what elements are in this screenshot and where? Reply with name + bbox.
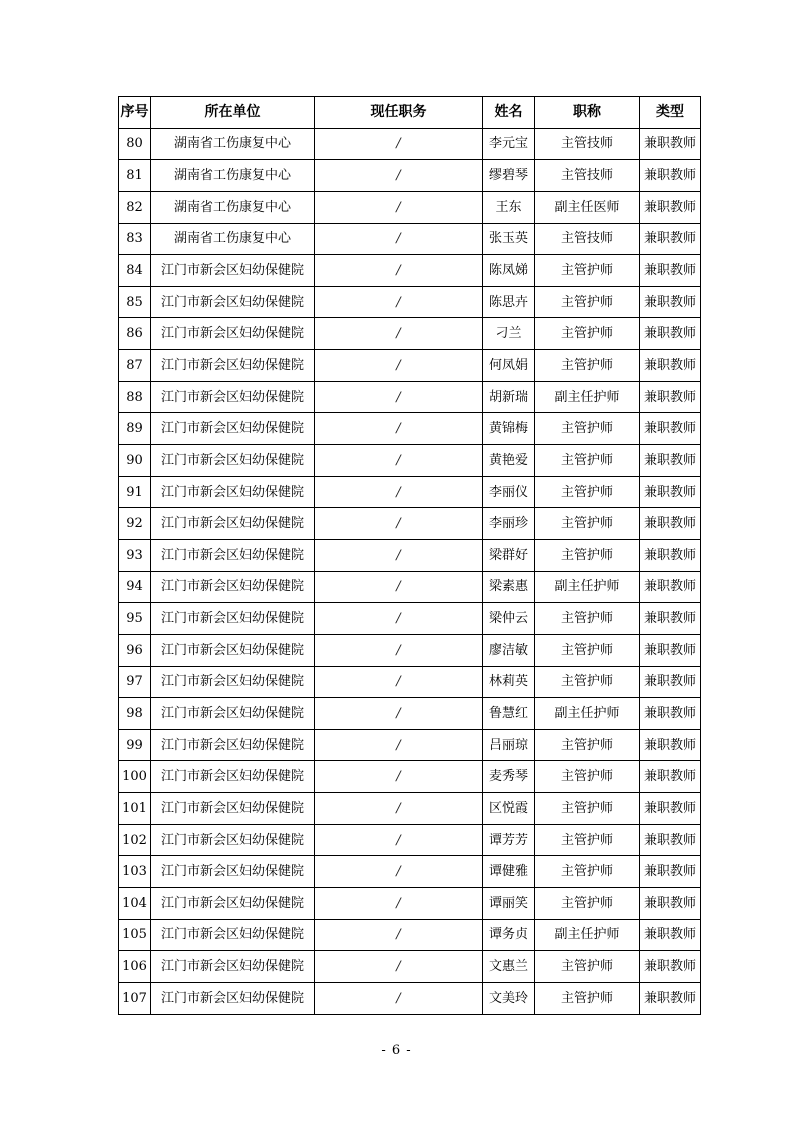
table-row [119,508,701,540]
table-row [119,951,701,983]
cell-name: 黄锦梅 [483,413,535,445]
cell-unit: 江门市新会区妇幼保健院 [151,539,315,571]
cell-type: 兼职教师 [640,413,701,445]
cell-post: / [315,191,483,223]
cell-post: / [315,856,483,888]
header-type: 类型 [640,97,701,129]
cell-title: 主管护师 [535,729,640,761]
cell-post: / [315,824,483,856]
cell-name: 廖洁敏 [483,634,535,666]
cell-title: 主管护师 [535,951,640,983]
cell-title: 主管护师 [535,761,640,793]
cell-type: 兼职教师 [640,666,701,698]
cell-unit: 江门市新会区妇幼保健院 [151,255,315,287]
cell-no: 91 [119,476,151,508]
table-row [119,919,701,951]
cell-post: / [315,350,483,382]
cell-type: 兼职教师 [640,856,701,888]
cell-name: 文美玲 [483,982,535,1014]
cell-unit: 江门市新会区妇幼保健院 [151,729,315,761]
cell-name: 缪碧琴 [483,160,535,192]
cell-name: 李丽珍 [483,508,535,540]
cell-type: 兼职教师 [640,318,701,350]
table-row [119,191,701,223]
cell-name: 梁仲云 [483,603,535,635]
cell-unit: 湖南省工伤康复中心 [151,160,315,192]
table-row [119,476,701,508]
cell-name: 区悦霞 [483,793,535,825]
cell-name: 谭丽笑 [483,888,535,920]
cell-title: 主管护师 [535,318,640,350]
cell-title: 主管护师 [535,539,640,571]
cell-unit: 江门市新会区妇幼保健院 [151,603,315,635]
table-row [119,761,701,793]
cell-title: 主管技师 [535,160,640,192]
table-row [119,318,701,350]
cell-type: 兼职教师 [640,381,701,413]
cell-title: 主管护师 [535,413,640,445]
cell-unit: 江门市新会区妇幼保健院 [151,666,315,698]
table-row [119,634,701,666]
cell-post: / [315,476,483,508]
cell-no: 98 [119,698,151,730]
cell-name: 李丽仪 [483,476,535,508]
table-row [119,571,701,603]
table-row [119,445,701,477]
cell-title: 主管技师 [535,223,640,255]
table-row [119,160,701,192]
cell-type: 兼职教师 [640,729,701,761]
cell-post: / [315,381,483,413]
cell-title: 主管护师 [535,286,640,318]
cell-type: 兼职教师 [640,793,701,825]
cell-name: 王东 [483,191,535,223]
cell-title: 主管技师 [535,128,640,160]
cell-post: / [315,508,483,540]
cell-no: 97 [119,666,151,698]
cell-unit: 江门市新会区妇幼保健院 [151,982,315,1014]
cell-type: 兼职教师 [640,919,701,951]
table-row [119,128,701,160]
cell-title: 主管护师 [535,350,640,382]
table-row [119,888,701,920]
table-row [119,824,701,856]
cell-name: 梁素惠 [483,571,535,603]
cell-unit: 江门市新会区妇幼保健院 [151,286,315,318]
cell-unit: 江门市新会区妇幼保健院 [151,413,315,445]
cell-unit: 湖南省工伤康复中心 [151,128,315,160]
cell-no: 83 [119,223,151,255]
cell-no: 95 [119,603,151,635]
cell-name: 麦秀琴 [483,761,535,793]
cell-no: 103 [119,856,151,888]
cell-title: 主管护师 [535,856,640,888]
table-row [119,350,701,382]
cell-title: 主管护师 [535,982,640,1014]
cell-no: 105 [119,919,151,951]
header-post: 现任职务 [315,97,483,129]
cell-unit: 江门市新会区妇幼保健院 [151,445,315,477]
cell-unit: 江门市新会区妇幼保健院 [151,350,315,382]
cell-name: 胡新瑞 [483,381,535,413]
cell-title: 主管护师 [535,445,640,477]
cell-unit: 江门市新会区妇幼保健院 [151,856,315,888]
cell-post: / [315,634,483,666]
cell-no: 88 [119,381,151,413]
cell-no: 104 [119,888,151,920]
cell-title: 副主任护师 [535,381,640,413]
cell-post: / [315,571,483,603]
cell-post: / [315,223,483,255]
cell-unit: 江门市新会区妇幼保健院 [151,951,315,983]
cell-post: / [315,160,483,192]
cell-unit: 江门市新会区妇幼保健院 [151,793,315,825]
cell-no: 85 [119,286,151,318]
cell-title: 主管护师 [535,255,640,287]
table-row [119,255,701,287]
table-row [119,223,701,255]
cell-type: 兼职教师 [640,951,701,983]
cell-title: 副主任医师 [535,191,640,223]
page-number: - 6 - [381,1043,412,1058]
cell-unit: 江门市新会区妇幼保健院 [151,761,315,793]
cell-name: 吕丽琼 [483,729,535,761]
cell-unit: 江门市新会区妇幼保健院 [151,381,315,413]
header-no: 序号 [119,97,151,129]
cell-no: 106 [119,951,151,983]
cell-type: 兼职教师 [640,761,701,793]
table-row [119,603,701,635]
header-row [119,97,701,129]
cell-type: 兼职教师 [640,603,701,635]
header-title: 职称 [535,97,640,129]
cell-title: 副主任护师 [535,698,640,730]
cell-title: 主管护师 [535,793,640,825]
table-body [119,128,701,1014]
cell-post: / [315,445,483,477]
table-row [119,381,701,413]
cell-post: / [315,951,483,983]
cell-no: 80 [119,128,151,160]
cell-name: 梁群好 [483,539,535,571]
cell-name: 陈思卉 [483,286,535,318]
cell-name: 李元宝 [483,128,535,160]
cell-no: 92 [119,508,151,540]
cell-title: 主管护师 [535,634,640,666]
cell-name: 谭芳芳 [483,824,535,856]
table-row [119,666,701,698]
cell-no: 99 [119,729,151,761]
cell-type: 兼职教师 [640,223,701,255]
cell-type: 兼职教师 [640,445,701,477]
cell-no: 90 [119,445,151,477]
table-row [119,413,701,445]
cell-unit: 江门市新会区妇幼保健院 [151,888,315,920]
cell-type: 兼职教师 [640,824,701,856]
cell-title: 主管护师 [535,476,640,508]
cell-no: 93 [119,539,151,571]
cell-post: / [315,666,483,698]
table-row [119,698,701,730]
cell-no: 82 [119,191,151,223]
cell-type: 兼职教师 [640,508,701,540]
table-header [119,97,701,129]
table-row [119,982,701,1014]
cell-name: 林莉英 [483,666,535,698]
cell-post: / [315,413,483,445]
cell-type: 兼职教师 [640,476,701,508]
cell-post: / [315,982,483,1014]
cell-type: 兼职教师 [640,888,701,920]
header-name: 姓名 [483,97,535,129]
cell-unit: 江门市新会区妇幼保健院 [151,508,315,540]
cell-post: / [315,761,483,793]
cell-title: 副主任护师 [535,919,640,951]
table-row [119,539,701,571]
header-unit: 所在单位 [151,97,315,129]
cell-no: 84 [119,255,151,287]
cell-title: 主管护师 [535,666,640,698]
cell-post: / [315,603,483,635]
cell-no: 94 [119,571,151,603]
cell-name: 鲁慧红 [483,698,535,730]
cell-post: / [315,729,483,761]
cell-no: 100 [119,761,151,793]
cell-no: 102 [119,824,151,856]
cell-type: 兼职教师 [640,539,701,571]
cell-type: 兼职教师 [640,160,701,192]
cell-post: / [315,286,483,318]
cell-unit: 江门市新会区妇幼保健院 [151,824,315,856]
cell-unit: 江门市新会区妇幼保健院 [151,634,315,666]
cell-no: 81 [119,160,151,192]
cell-no: 89 [119,413,151,445]
cell-unit: 江门市新会区妇幼保健院 [151,571,315,603]
cell-type: 兼职教师 [640,286,701,318]
cell-name: 文惠兰 [483,951,535,983]
cell-name: 谭健雅 [483,856,535,888]
cell-name: 陈凤娣 [483,255,535,287]
cell-no: 96 [119,634,151,666]
cell-type: 兼职教师 [640,128,701,160]
cell-unit: 江门市新会区妇幼保健院 [151,698,315,730]
cell-name: 黄艳爱 [483,445,535,477]
cell-no: 101 [119,793,151,825]
cell-type: 兼职教师 [640,255,701,287]
table-row [119,793,701,825]
cell-name: 何凤娟 [483,350,535,382]
cell-post: / [315,128,483,160]
cell-title: 主管护师 [535,603,640,635]
cell-post: / [315,318,483,350]
teacher-roster-table [118,96,701,1015]
cell-type: 兼职教师 [640,350,701,382]
cell-unit: 湖南省工伤康复中心 [151,223,315,255]
cell-title: 主管护师 [535,888,640,920]
cell-post: / [315,919,483,951]
cell-post: / [315,539,483,571]
cell-type: 兼职教师 [640,191,701,223]
cell-unit: 江门市新会区妇幼保健院 [151,919,315,951]
table-row [119,729,701,761]
cell-unit: 江门市新会区妇幼保健院 [151,318,315,350]
cell-post: / [315,888,483,920]
cell-type: 兼职教师 [640,698,701,730]
cell-unit: 江门市新会区妇幼保健院 [151,476,315,508]
cell-post: / [315,698,483,730]
cell-no: 87 [119,350,151,382]
cell-type: 兼职教师 [640,982,701,1014]
cell-name: 张玉英 [483,223,535,255]
cell-title: 副主任护师 [535,571,640,603]
cell-unit: 湖南省工伤康复中心 [151,191,315,223]
cell-post: / [315,793,483,825]
cell-title: 主管护师 [535,508,640,540]
cell-name: 刁兰 [483,318,535,350]
cell-title: 主管护师 [535,824,640,856]
table-row [119,856,701,888]
cell-no: 86 [119,318,151,350]
cell-type: 兼职教师 [640,634,701,666]
table-row [119,286,701,318]
cell-post: / [315,255,483,287]
cell-type: 兼职教师 [640,571,701,603]
cell-no: 107 [119,982,151,1014]
cell-name: 谭务贞 [483,919,535,951]
